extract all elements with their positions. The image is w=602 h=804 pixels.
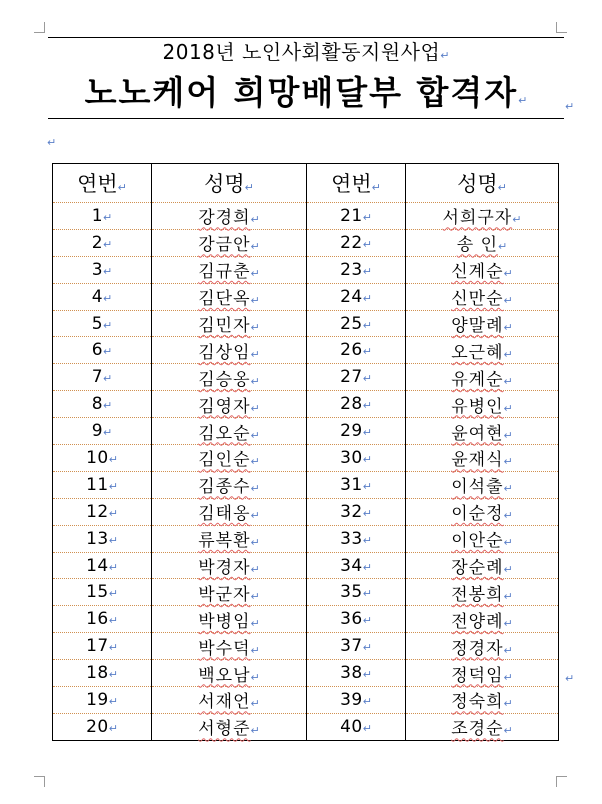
paragraph-mark: ↵ xyxy=(250,455,260,469)
serial-number: 37 xyxy=(340,636,363,657)
paragraph-mark: ↵ xyxy=(250,240,260,254)
crop-mark-top-left xyxy=(34,22,45,33)
serial-number-cell xyxy=(307,391,406,418)
serial-number-cell xyxy=(53,498,152,525)
person-name: 박경자 xyxy=(198,558,251,579)
person-name: 전봉희 xyxy=(451,584,504,605)
serial-number-cell xyxy=(307,552,406,579)
name-cell xyxy=(406,364,559,391)
person-name: 김상임 xyxy=(198,342,251,363)
header-label: 성명 xyxy=(457,172,498,196)
serial-number-cell xyxy=(53,203,152,230)
serial-number-cell xyxy=(53,552,152,579)
name-cell xyxy=(406,498,559,525)
serial-number-cell xyxy=(53,256,152,283)
paragraph-mark: ↵ xyxy=(103,210,113,224)
paragraph-mark: ↵ xyxy=(362,533,372,547)
paragraph-mark: ↵ xyxy=(108,641,118,655)
paragraph-mark: ↵ xyxy=(497,181,507,194)
document-title xyxy=(48,38,564,70)
table-row xyxy=(53,660,559,687)
crop-mark-bottom-right xyxy=(556,776,567,787)
paragraph-mark: ↵ xyxy=(362,318,372,332)
paragraph-mark: ↵ xyxy=(250,643,260,657)
paragraph-mark: ↵ xyxy=(503,321,513,334)
person-name: 서형준 xyxy=(198,719,251,740)
paragraph-mark: ↵ xyxy=(250,321,260,334)
serial-number: 23 xyxy=(340,259,363,280)
crop-mark-top-right xyxy=(556,22,567,33)
paragraph-mark: ↵ xyxy=(103,264,113,278)
person-name: 김오순 xyxy=(198,423,251,444)
person-name: 김영자 xyxy=(198,396,251,417)
serial-number-cell xyxy=(307,687,406,714)
name-cell xyxy=(152,256,307,283)
serial-number: 11 xyxy=(86,474,109,495)
name-cell xyxy=(152,687,307,714)
paragraph-mark: ↵ xyxy=(362,721,372,735)
name-cell xyxy=(152,606,307,633)
name-cell xyxy=(152,283,307,310)
name-cell xyxy=(152,552,307,579)
person-name: 조경순 xyxy=(451,719,504,740)
serial-number-cell xyxy=(53,310,152,337)
paragraph-mark: ↵ xyxy=(503,616,513,630)
serial-number-cell xyxy=(307,418,406,445)
serial-number: 13 xyxy=(86,528,109,549)
serial-number-cell xyxy=(307,579,406,606)
table-row xyxy=(53,391,559,418)
serial-number-cell xyxy=(53,606,152,633)
paragraph-mark: ↵ xyxy=(503,267,513,281)
serial-number: 31 xyxy=(340,474,363,495)
person-name: 백오남 xyxy=(198,665,251,686)
serial-number-cell xyxy=(307,445,406,472)
passer-list-table xyxy=(52,163,559,741)
empty-paragraph-mark: ↵ xyxy=(47,136,57,149)
serial-number-cell xyxy=(53,229,152,256)
paragraph-mark: ↵ xyxy=(503,509,513,523)
serial-number: 24 xyxy=(340,286,363,307)
person-name: 김태옹 xyxy=(198,504,251,525)
name-cell xyxy=(406,525,559,552)
paragraph-mark: ↵ xyxy=(108,506,118,520)
person-name: 김단옥 xyxy=(198,289,251,310)
paragraph-mark: ↵ xyxy=(362,694,372,708)
table-row xyxy=(53,633,559,660)
paragraph-mark: ↵ xyxy=(250,697,260,711)
paragraph-mark: ↵ xyxy=(362,506,372,520)
person-name: 신만순 xyxy=(451,289,504,310)
person-name: 김민자 xyxy=(198,316,251,336)
serial-number-cell xyxy=(307,364,406,391)
table-header-row xyxy=(53,164,559,203)
name-cell xyxy=(152,633,307,660)
person-name: 윤여현 xyxy=(451,423,504,444)
table-row xyxy=(53,471,559,498)
serial-number: 40 xyxy=(340,716,363,737)
paragraph-mark: ↵ xyxy=(250,401,260,415)
serial-number-cell xyxy=(53,713,152,740)
paragraph-mark: ↵ xyxy=(103,399,113,413)
person-name: 박군자 xyxy=(198,584,251,605)
name-cell xyxy=(152,445,307,472)
table-row xyxy=(53,256,559,283)
serial-number: 20 xyxy=(86,716,109,737)
serial-number-cell xyxy=(53,391,152,418)
paragraph-mark: ↵ xyxy=(250,616,260,630)
paragraph-mark: ↵ xyxy=(498,240,508,254)
table-row xyxy=(53,525,559,552)
paragraph-mark: ↵ xyxy=(362,237,372,251)
serial-number-cell xyxy=(307,229,406,256)
serial-number-cell xyxy=(307,283,406,310)
name-cell xyxy=(152,337,307,364)
serial-number: 10 xyxy=(86,447,109,468)
paragraph-mark: ↵ xyxy=(250,509,260,523)
paragraph-mark: ↵ xyxy=(362,291,372,305)
paragraph-mark: ↵ xyxy=(362,345,372,359)
person-name: 오근혜 xyxy=(451,342,504,363)
paragraph-mark: ↵ xyxy=(565,672,575,685)
paragraph-mark: ↵ xyxy=(103,426,113,440)
serial-number-cell xyxy=(53,525,152,552)
paragraph-mark: ↵ xyxy=(503,347,513,361)
table-row xyxy=(53,337,559,364)
serial-number-cell xyxy=(53,337,152,364)
paragraph-mark: ↵ xyxy=(108,587,118,601)
serial-number: 9 xyxy=(91,421,104,442)
paragraph-mark: ↵ xyxy=(503,670,513,684)
paragraph-mark: ↵ xyxy=(108,560,118,574)
person-name: 유병인 xyxy=(451,396,504,417)
serial-number: 5 xyxy=(91,313,104,334)
paragraph-mark: ↵ xyxy=(362,264,372,278)
name-cell xyxy=(406,337,559,364)
paragraph-mark: ↵ xyxy=(108,694,118,708)
person-name: 이석출 xyxy=(451,477,504,498)
person-name: 이안순 xyxy=(451,531,504,552)
paragraph-mark: ↵ xyxy=(362,479,372,493)
person-name: 김인순 xyxy=(198,450,251,471)
serial-number-cell xyxy=(307,256,406,283)
serial-number: 27 xyxy=(340,367,363,388)
serial-number: 38 xyxy=(340,663,363,684)
person-name: 김종수 xyxy=(198,477,251,498)
name-cell xyxy=(406,391,559,418)
serial-number: 30 xyxy=(340,447,363,468)
table-row xyxy=(53,552,559,579)
table-row xyxy=(53,203,559,230)
paragraph-mark: ↵ xyxy=(362,399,372,413)
paragraph-mark: ↵ xyxy=(250,536,260,550)
serial-number: 16 xyxy=(86,609,109,630)
table-row xyxy=(53,498,559,525)
serial-number: 1 xyxy=(91,205,104,226)
serial-number: 22 xyxy=(340,232,363,253)
paragraph-mark: ↵ xyxy=(503,697,513,711)
table-row xyxy=(53,713,559,740)
name-cell xyxy=(406,256,559,283)
serial-number-cell xyxy=(307,606,406,633)
header-label: 성명 xyxy=(204,172,245,196)
table-row xyxy=(53,579,559,606)
paragraph-mark: ↵ xyxy=(503,589,513,603)
serial-number: 32 xyxy=(340,501,363,522)
name-cell xyxy=(406,283,559,310)
name-cell xyxy=(406,579,559,606)
header-serial-number xyxy=(53,164,152,203)
table-row xyxy=(53,364,559,391)
paragraph-mark: ↵ xyxy=(103,345,113,359)
paragraph-mark: ↵ xyxy=(103,291,113,305)
name-cell xyxy=(406,687,559,714)
serial-number-cell xyxy=(53,445,152,472)
paragraph-mark: ↵ xyxy=(362,452,372,466)
person-name: 양말례 xyxy=(451,316,504,336)
paragraph-mark: ↵ xyxy=(440,49,450,62)
table-row xyxy=(53,418,559,445)
person-name: 서재언 xyxy=(198,692,251,713)
serial-number-cell xyxy=(307,498,406,525)
person-name: 류복환 xyxy=(198,531,251,552)
subtitle-text: 노노케어 희망배달부 합격자 xyxy=(84,73,519,112)
name-cell xyxy=(152,471,307,498)
paragraph-mark: ↵ xyxy=(108,614,118,628)
serial-number: 36 xyxy=(340,609,363,630)
paragraph-mark: ↵ xyxy=(103,318,113,332)
serial-number-cell xyxy=(307,633,406,660)
serial-number-cell xyxy=(53,579,152,606)
person-name: 이순정 xyxy=(451,504,504,525)
serial-number-cell xyxy=(307,337,406,364)
serial-number-cell xyxy=(307,660,406,687)
paragraph-mark: ↵ xyxy=(565,100,575,113)
name-cell xyxy=(406,606,559,633)
serial-number: 28 xyxy=(340,394,363,415)
paragraph-mark: ↵ xyxy=(503,536,513,550)
name-cell xyxy=(152,498,307,525)
title-text: 2018년 노인사회활동지원사업 xyxy=(162,40,441,64)
paragraph-mark: ↵ xyxy=(362,210,372,224)
paragraph-mark: ↵ xyxy=(503,724,513,738)
person-name: 장순례 xyxy=(451,558,504,579)
paragraph-mark: ↵ xyxy=(362,560,372,574)
person-name: 박수덕 xyxy=(198,638,251,659)
person-name: 강경희 xyxy=(198,208,251,229)
serial-number: 33 xyxy=(340,528,363,549)
person-name: 신계순 xyxy=(451,262,504,283)
serial-number: 34 xyxy=(340,555,363,576)
paragraph-mark: ↵ xyxy=(244,181,254,194)
paragraph-mark: ↵ xyxy=(108,452,118,466)
name-cell xyxy=(152,391,307,418)
paragraph-mark: ↵ xyxy=(103,237,113,251)
name-cell xyxy=(152,310,307,337)
name-cell xyxy=(406,229,559,256)
paragraph-mark: ↵ xyxy=(103,372,113,386)
name-cell xyxy=(152,525,307,552)
paragraph-mark: ↵ xyxy=(362,614,372,628)
name-cell xyxy=(152,579,307,606)
person-name: 정덕임 xyxy=(451,665,504,686)
table-row xyxy=(53,687,559,714)
paragraph-mark: ↵ xyxy=(518,94,528,107)
paragraph-mark: ↵ xyxy=(250,563,260,577)
paragraph-mark: ↵ xyxy=(362,587,372,601)
serial-number: 4 xyxy=(91,286,104,307)
name-cell xyxy=(406,203,559,230)
paragraph-mark: ↵ xyxy=(108,479,118,493)
person-name: 유계순 xyxy=(451,369,504,390)
paragraph-mark: ↵ xyxy=(250,213,260,227)
paragraph-mark: ↵ xyxy=(250,724,260,738)
person-name: 정경자 xyxy=(451,638,504,659)
table-row xyxy=(53,606,559,633)
name-cell xyxy=(152,660,307,687)
table-row xyxy=(53,283,559,310)
crop-mark-bottom-left xyxy=(34,776,45,787)
paragraph-mark: ↵ xyxy=(250,589,260,603)
paragraph-mark: ↵ xyxy=(250,670,260,684)
person-name: 정숙희 xyxy=(451,692,504,713)
paragraph-mark: ↵ xyxy=(503,482,513,496)
serial-number-cell xyxy=(53,687,152,714)
serial-number: 21 xyxy=(340,205,363,226)
paragraph-mark: ↵ xyxy=(250,347,260,361)
paragraph-mark: ↵ xyxy=(371,181,381,194)
name-cell xyxy=(406,445,559,472)
paragraph-mark: ↵ xyxy=(250,267,260,281)
name-cell xyxy=(152,203,307,230)
paragraph-mark: ↵ xyxy=(503,401,513,415)
serial-number: 15 xyxy=(86,582,109,603)
header-name xyxy=(406,164,559,203)
paragraph-mark: ↵ xyxy=(117,181,127,194)
serial-number-cell xyxy=(307,203,406,230)
name-cell xyxy=(406,310,559,337)
serial-number-cell xyxy=(53,283,152,310)
paragraph-mark: ↵ xyxy=(250,482,260,496)
serial-number: 8 xyxy=(91,394,104,415)
serial-number: 12 xyxy=(86,501,109,522)
paragraph-mark: ↵ xyxy=(362,668,372,682)
serial-number: 19 xyxy=(86,689,109,710)
name-cell xyxy=(406,552,559,579)
paragraph-mark: ↵ xyxy=(250,294,260,308)
paragraph-mark: ↵ xyxy=(250,374,260,388)
paragraph-mark: ↵ xyxy=(362,426,372,440)
document-subtitle xyxy=(48,70,564,124)
header-name xyxy=(152,164,307,203)
serial-number-cell xyxy=(307,471,406,498)
name-cell xyxy=(406,660,559,687)
name-cell xyxy=(152,418,307,445)
paragraph-mark: ↵ xyxy=(503,428,513,442)
serial-number: 14 xyxy=(86,555,109,576)
serial-number-cell xyxy=(53,660,152,687)
header-label: 연번 xyxy=(331,172,372,196)
person-name: 윤재식 xyxy=(451,450,504,471)
paragraph-mark: ↵ xyxy=(503,643,513,657)
serial-number: 17 xyxy=(86,636,109,657)
serial-number: 18 xyxy=(86,663,109,684)
paragraph-mark: ↵ xyxy=(108,533,118,547)
serial-number-cell xyxy=(53,633,152,660)
person-name: 전양례 xyxy=(451,611,504,632)
paragraph-mark: ↵ xyxy=(503,294,513,308)
paragraph-mark: ↵ xyxy=(108,721,118,735)
paragraph-mark: ↵ xyxy=(503,563,513,577)
table-row xyxy=(53,445,559,472)
serial-number: 6 xyxy=(91,340,104,361)
paragraph-mark: ↵ xyxy=(250,428,260,442)
serial-number-cell xyxy=(307,713,406,740)
name-cell xyxy=(406,418,559,445)
name-cell xyxy=(152,364,307,391)
person-name: 김규춘 xyxy=(198,262,251,283)
name-cell xyxy=(406,471,559,498)
serial-number-cell xyxy=(307,310,406,337)
paragraph-mark: ↵ xyxy=(512,213,522,227)
person-name: 서희구자 xyxy=(442,208,513,229)
paragraph-mark: ↵ xyxy=(362,372,372,386)
serial-number: 25 xyxy=(340,313,363,334)
serial-number: 35 xyxy=(340,582,363,603)
serial-number: 26 xyxy=(340,340,363,361)
serial-number-cell xyxy=(53,364,152,391)
person-name: 박병임 xyxy=(198,611,251,632)
person-name: 강금안 xyxy=(198,235,251,256)
table-row xyxy=(53,229,559,256)
paragraph-mark: ↵ xyxy=(108,668,118,682)
serial-number-cell xyxy=(53,418,152,445)
name-cell xyxy=(152,229,307,256)
name-cell xyxy=(406,633,559,660)
serial-number-cell xyxy=(307,525,406,552)
paragraph-mark: ↵ xyxy=(362,641,372,655)
title-bottom-rule xyxy=(48,118,564,119)
serial-number: 3 xyxy=(91,259,104,280)
paragraph-mark: ↵ xyxy=(503,455,513,469)
serial-number: 7 xyxy=(91,367,104,388)
person-name: 송 인 xyxy=(456,235,499,256)
paragraph-mark: ↵ xyxy=(503,374,513,388)
header-label: 연번 xyxy=(77,172,118,196)
header-serial-number xyxy=(307,164,406,203)
serial-number-cell xyxy=(53,471,152,498)
serial-number: 2 xyxy=(91,232,104,253)
name-cell xyxy=(406,713,559,740)
name-cell xyxy=(152,713,307,740)
serial-number: 39 xyxy=(340,689,363,710)
person-name: 김승옹 xyxy=(198,369,251,390)
table-row xyxy=(53,310,559,337)
serial-number: 29 xyxy=(340,421,363,442)
